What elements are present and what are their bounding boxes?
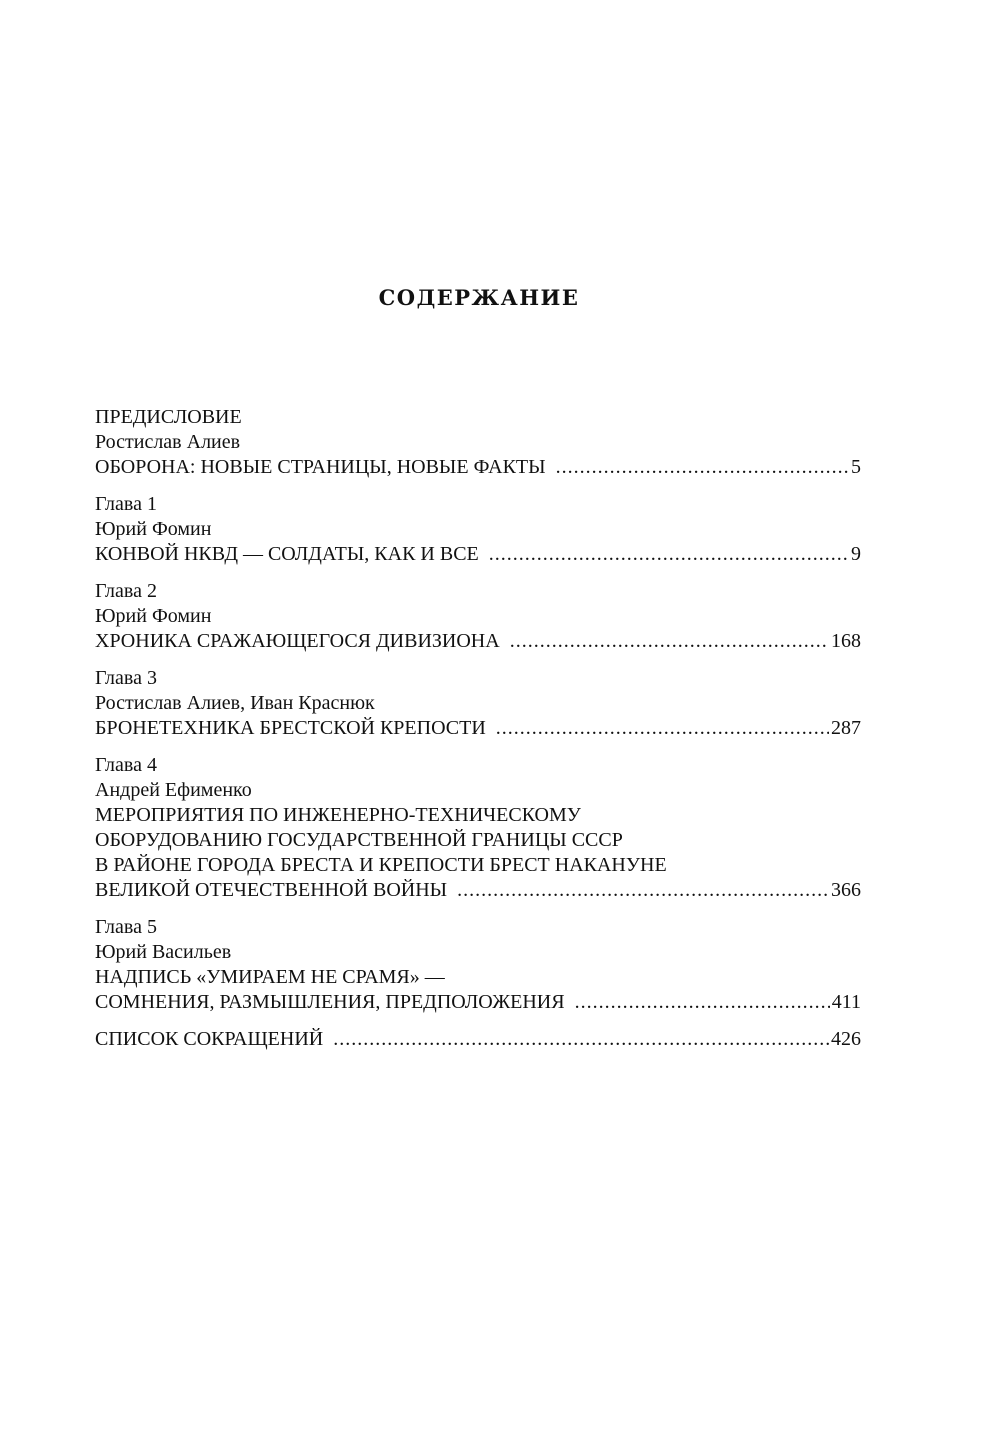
toc-entry bbox=[95, 579, 861, 654]
toc-entry-heading: Глава 2 bbox=[95, 580, 157, 602]
page-number: 287 bbox=[831, 717, 861, 739]
toc-entry-line: Ростислав Алиев bbox=[95, 431, 241, 453]
toc-entry-title: БРОНЕТЕХНИКА БРЕСТСКОЙ КРЕПОСТИ bbox=[95, 717, 486, 739]
toc-entry bbox=[95, 915, 861, 1015]
toc-entry-title: СОМНЕНИЯ, РАЗМЫШЛЕНИЯ, ПРЕДПОЛОЖЕНИЯ bbox=[95, 991, 565, 1013]
toc-entry-title: ХРОНИКА СРАЖАЮЩЕГОСЯ ДИВИЗИОНА bbox=[95, 630, 500, 652]
toc-entry-heading: Глава 3 bbox=[95, 667, 157, 689]
page-number: 411 bbox=[831, 991, 861, 1013]
toc-entry-title-line bbox=[95, 990, 861, 1015]
toc-entry-line: Юрий Васильев bbox=[95, 941, 232, 963]
toc-entry-line: Юрий Фомин bbox=[95, 605, 212, 627]
toc-entry bbox=[95, 1027, 861, 1052]
page-number: 426 bbox=[831, 1028, 861, 1050]
toc-entry-heading: ПРЕДИСЛОВИЕ bbox=[95, 406, 242, 428]
toc-entry-heading: Глава 5 bbox=[95, 916, 157, 938]
toc-entry-line: НАДПИСЬ «УМИРАЕМ НЕ СРАМЯ» — bbox=[95, 966, 445, 988]
toc-entry-line: В РАЙОНЕ ГОРОДА БРЕСТА И КРЕПОСТИ БРЕСТ НАКАНУНЕ bbox=[95, 854, 667, 876]
dot-leader bbox=[489, 542, 849, 567]
toc-entry-line: Андрей Ефименко bbox=[95, 779, 252, 801]
page-number: 5 bbox=[851, 456, 861, 478]
page-number: 168 bbox=[831, 630, 861, 652]
toc-entry-line: Юрий Фомин bbox=[95, 518, 212, 540]
toc-entry-line: ОБОРУДОВАНИЮ ГОСУДАРСТВЕННОЙ ГРАНИЦЫ СССР bbox=[95, 829, 623, 851]
toc-entry-heading: Глава 1 bbox=[95, 493, 157, 515]
dot-leader bbox=[496, 716, 829, 741]
toc-entry-title: СПИСОК СОКРАЩЕНИЙ bbox=[95, 1028, 324, 1050]
toc-entry-title: КОНВОЙ НКВД — СОЛДАТЫ, КАК И ВСЕ bbox=[95, 543, 479, 565]
dot-leader bbox=[575, 990, 830, 1015]
toc-entry-line: МЕРОПРИЯТИЯ ПО ИНЖЕНЕРНО-ТЕХНИЧЕСКОМУ bbox=[95, 804, 581, 826]
dot-leader bbox=[457, 878, 829, 903]
toc-entry-heading: Глава 4 bbox=[95, 754, 157, 776]
toc-entry bbox=[95, 492, 861, 567]
toc-entry bbox=[95, 405, 861, 480]
toc-entry-line: Ростислав Алиев, Иван Краснюк bbox=[95, 692, 375, 714]
dot-leader bbox=[333, 1027, 829, 1052]
table-of-contents bbox=[95, 405, 861, 1064]
toc-entry-title-line bbox=[95, 455, 861, 480]
dot-leader bbox=[510, 629, 829, 654]
toc-entry-title-line bbox=[95, 1027, 861, 1052]
toc-entry-title: ОБОРОНА: НОВЫЕ СТРАНИЦЫ, НОВЫЕ ФАКТЫ bbox=[95, 456, 546, 478]
toc-entry bbox=[95, 666, 861, 741]
dot-leader bbox=[556, 455, 849, 480]
toc-entry-title-line bbox=[95, 542, 861, 567]
toc-entry bbox=[95, 753, 861, 903]
toc-entry-title-line bbox=[95, 878, 861, 903]
page-title: СОДЕРЖАНИЕ bbox=[378, 285, 580, 310]
toc-entry-title: ВЕЛИКОЙ ОТЕЧЕСТВЕННОЙ ВОЙНЫ bbox=[95, 879, 448, 901]
page-number: 9 bbox=[851, 543, 861, 565]
toc-entry-title-line bbox=[95, 716, 861, 741]
page-number: 366 bbox=[831, 879, 861, 901]
toc-entry-title-line bbox=[95, 629, 861, 654]
